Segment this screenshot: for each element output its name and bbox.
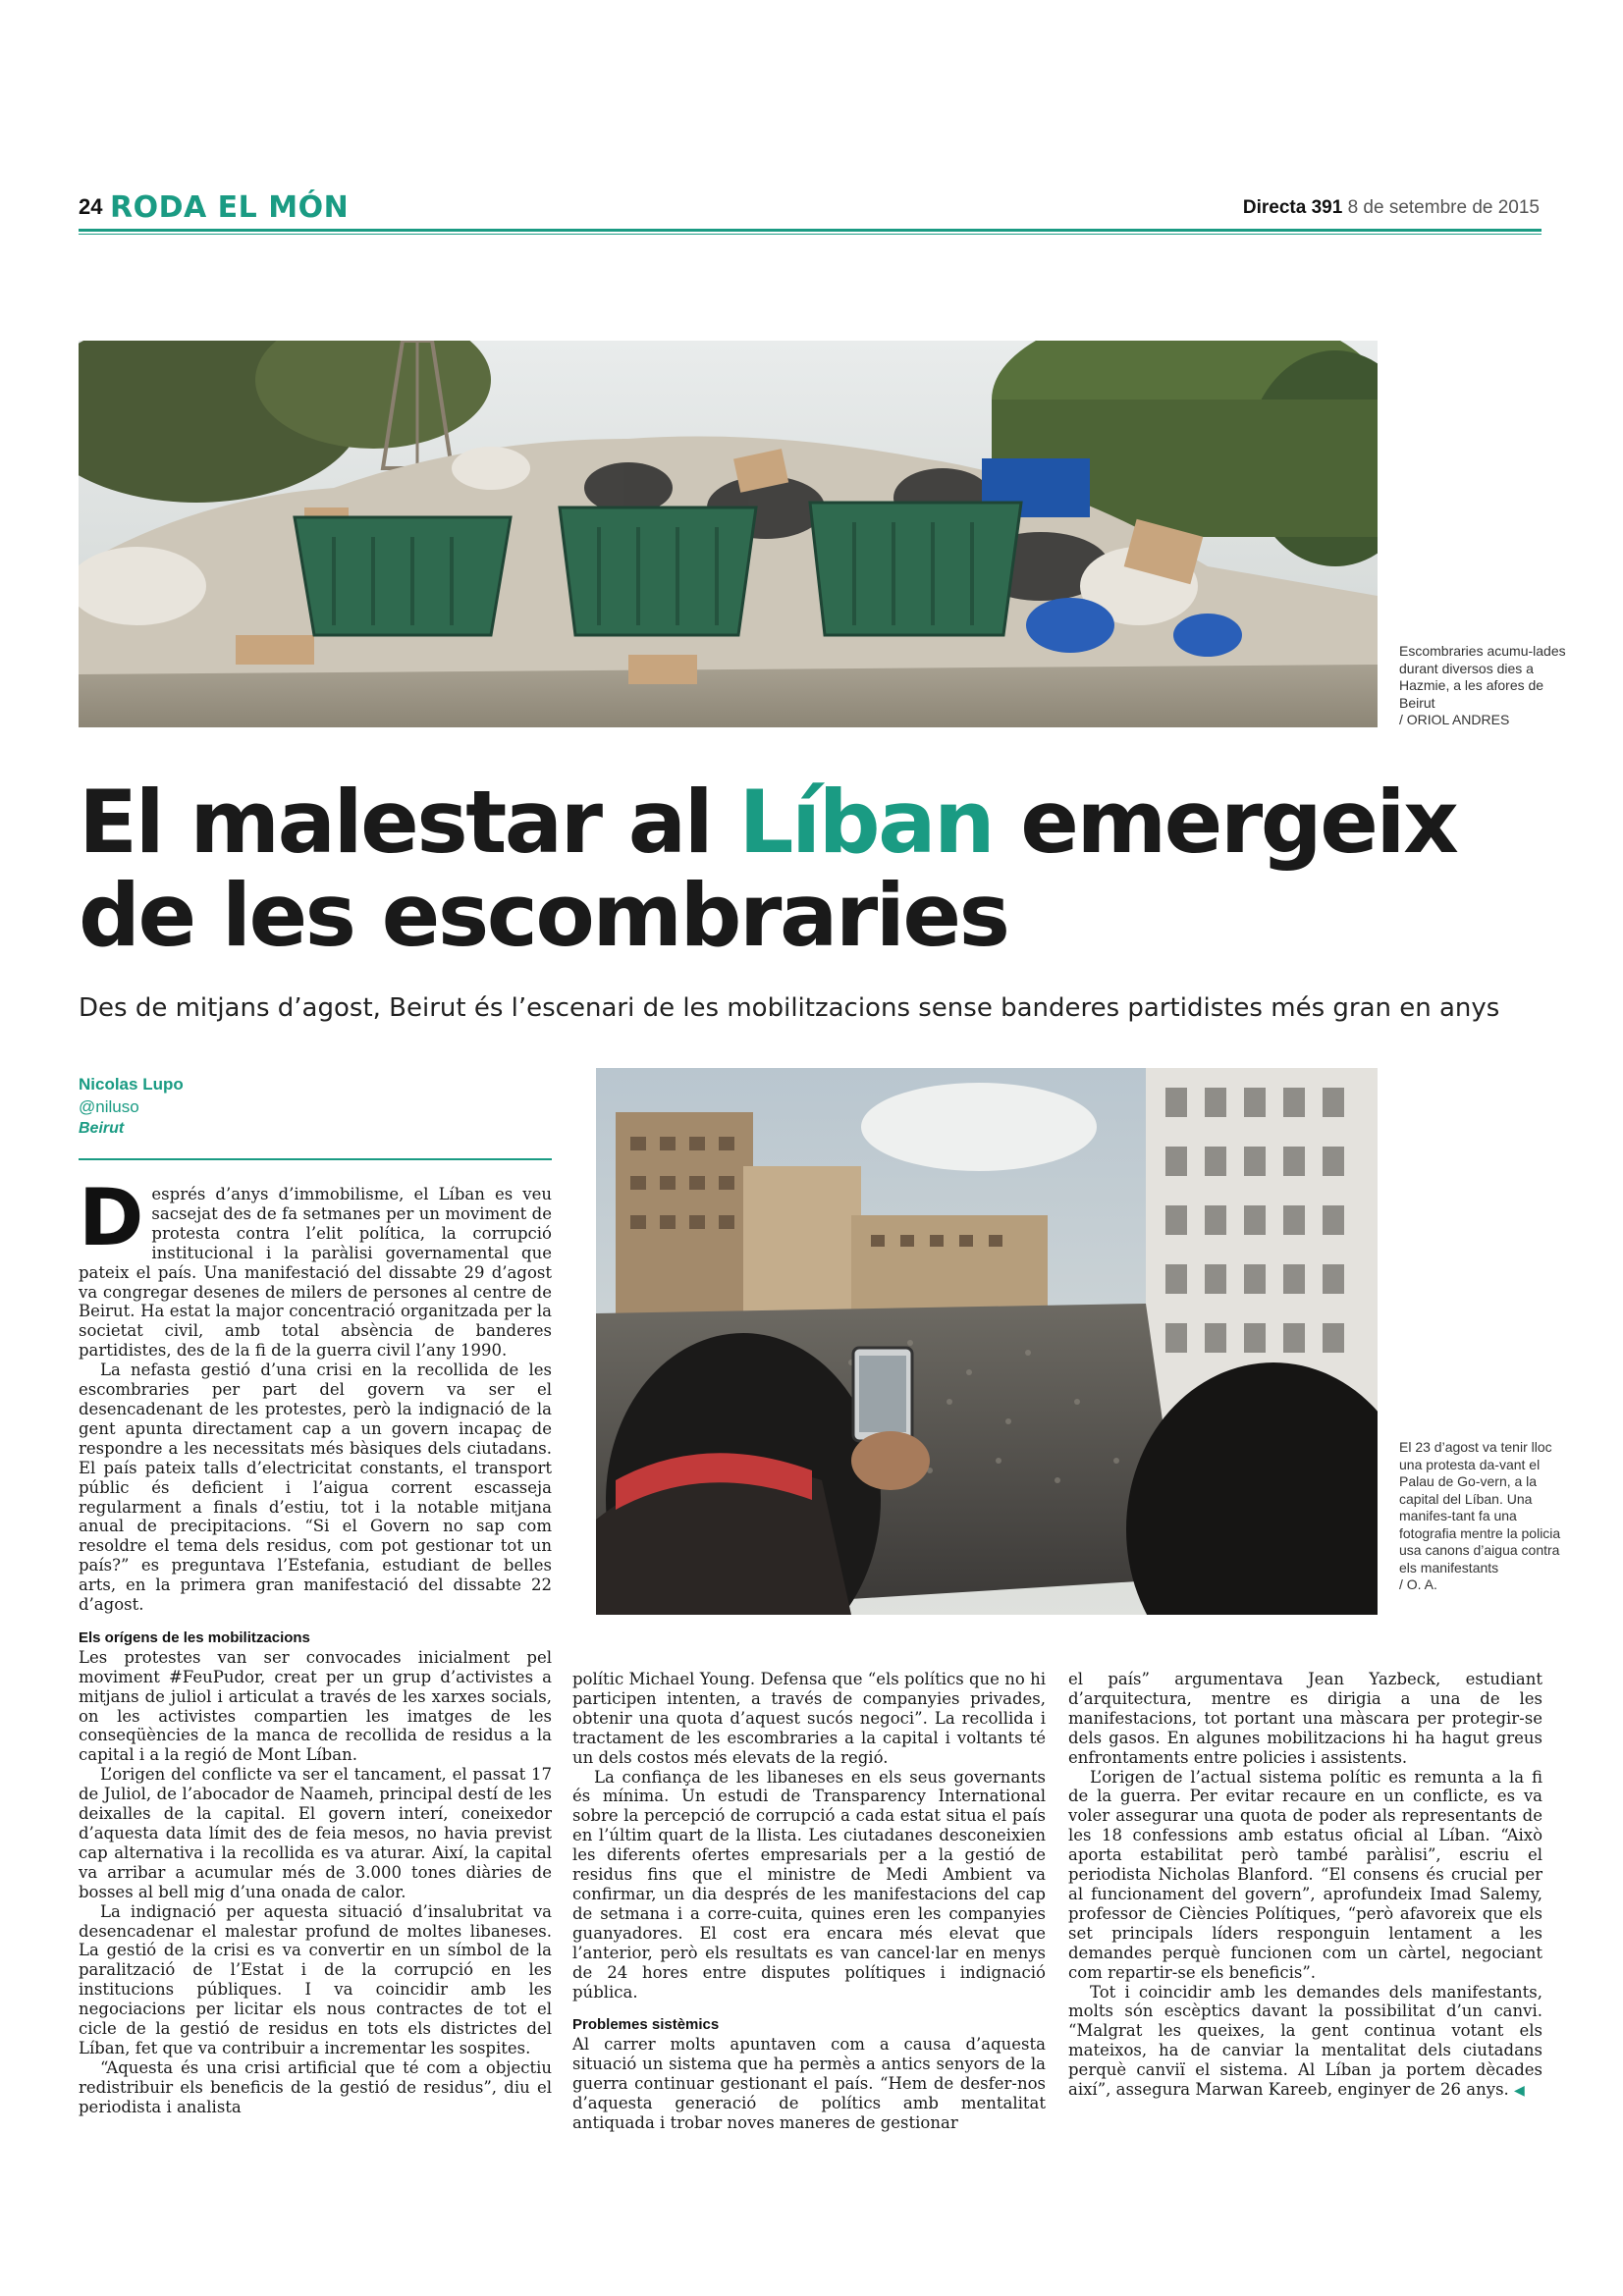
article-paragraph: “Aquesta és una crisi artificial que té com a objectiu redistribuir els beneficis de la gestió de residus”, diu el periodista i analista	[79, 2057, 552, 2116]
issue-date: 8 de setembre de 2015	[1347, 197, 1540, 218]
article-column-1	[79, 1172, 552, 2117]
header-rule	[79, 229, 1542, 232]
photo1-caption	[1399, 643, 1566, 729]
headline-highlight: Líban	[738, 772, 994, 873]
issue-info	[1243, 197, 1540, 219]
article-paragraph	[1068, 1983, 1542, 2102]
section-heading: Problemes sistèmics	[572, 2016, 720, 2034]
article-column-2	[572, 1670, 1046, 2133]
section-heading: Els orígens de les mobilitzacions	[79, 1629, 310, 1646]
dateline-place: Beirut	[79, 1120, 125, 1137]
subheadline: Des de mitjans d’agost, Beirut és l’escenari de les mobilitzacions sense banderes partidistes més gran en anys	[79, 993, 1500, 1023]
page-number: 24	[79, 194, 103, 219]
article-paragraph: L’origen de l’actual sistema polític es remunta a la fi de la guerra. Per evitar recaure en un conflicte, es va voler assegurar una quota de poder als representants de les 18 confessions amb estatus oficial al Líban. “Això aporta estabilitat però també paràlisi”, escriu el periodista Nicholas Blanford. “El consens és crucial per al funcionament del govern”, aprofundeix Imad Salemy, professor de Ciències Polítiques, “però afavoreix que els set principals líders responguin lentament a les demandes perquè funcionen com un càrtel, negociant com repartir-se els beneficis”.	[1068, 1767, 1542, 1982]
photo1-credit: / ORIOL ANDRES	[1399, 712, 1510, 727]
article-paragraph: Les protestes van ser convocades inicialment pel moviment #FeuPudor, creat per un grup d’activistes a mitjans de juliol i articulat a través de les xarxes socials, on les activistes compartien les imatges de les conseqüències de la manca de recollida de residus a la capital i a la regió de Mont Líban.	[79, 1647, 552, 1765]
article-column-3	[1068, 1670, 1542, 2102]
end-mark-icon: ◀	[1514, 2083, 1525, 2100]
article-paragraph: Al carrer molts apuntaven com a causa d’aquesta situació un sistema que ha permès a antics senyors de la guerra continuar gestionant el país. “Hem de desfer-nos d’aquesta generació de polítics amb mentalitat antiquada i trobar noves maneres de gestionar	[572, 2035, 1046, 2132]
author-handle: @niluso	[79, 1097, 139, 1116]
article-paragraph: La nefasta gestió d’una crisi en la recollida de les escombraries per part del govern va ser el desencadenant de les protestes, però la indignació de la gent apunta directament cap a un govern incapaç de respondre a les necessitats més bàsiques dels ciutadans. El país pateix talls d’electricitat constants, el transport públic és deficient i l’aigua corrent escasseja regularment a finals d’estiu, tot i la notable mitjana anual de precipitacions. “Si el Govern no sap com resoldre el tema dels residus, com pot gestionar tot un país?” es preguntava l’Estefania, estudiant de belles arts, en la primera gran manifestació del dissabte 22 d’agost.	[79, 1361, 552, 1615]
protest-photo	[596, 1068, 1378, 1615]
garbage-photo	[79, 341, 1378, 727]
article-paragraph: L’origen del conflicte va ser el tancament, el passat 17 de Juliol, de l’abocador de Naameh, principal destí de les deixalles de la capital. El govern interí, coneixedor d’aquesta data límit des de feia mesos, no havia previst cap alternativa i la recollida es va aturar. Així, la capital va arribar a acumular més de 3.000 tones diàries de bosses al bell mig d’una onada de calor.	[79, 1765, 552, 1901]
photo2-credit: / O. A.	[1399, 1576, 1437, 1592]
article-paragraph	[79, 1172, 552, 1361]
article-paragraph: el país” argumentava Jean Yazbeck, estudiant d’arquitectura, mentre es dirigia a una de les manifestacions, tot portant una màscara per protegir-se dels gasos. En algunes mobilitzacions hi ha hagut greus enfrontaments entre policies i assistents.	[1068, 1670, 1542, 1767]
photo1-caption-text: Escombraries acumu-lades durant diversos dies a Hazmie, a les afores de Beirut	[1399, 643, 1566, 711]
header-rule-thin	[79, 234, 1542, 235]
photo2-caption-text: El 23 d’agost va tenir lloc una protesta da-vant el Palau de Go-vern, a la capital del Líban. Una manifes-tant fa una fotografia mentre la policia usa canons d’aigua contra els manifestants	[1399, 1439, 1561, 1575]
article-paragraph: La confiança de les libaneses en els seus governants és mínima. Un estudi de Transparency International sobre la percepció de corrupció a cada estat situa el país en l’últim quart de la llista. Les ciutadanes desconeixien les diferents ofertes empresarials per a la gestió de residus fins que el ministre de Medi Ambient va confirmar, un dia després de les manifestacions del cap de setmana i a corre-cuita, quines eren les companyies guanyadores. El cost era encara més elevat que l’anterior, però els resultats es van cancel·lar en menys de 24 hores entre disputes polítiques i indignació pública.	[572, 1767, 1046, 2002]
paragraph-text: Tot i coincidir amb les demandes dels manifestants, molts són escèptics davant la possibilitat d’un canvi. “Malgrat les queixes, la gent continua votant els mateixos, ha de canviar la mentalitat dels ciutadans perquè canviï el sistema. Al Líban ja portem dècades així”, assegura Marwan Kareeb, enginyer de 26 anys.	[1068, 1982, 1542, 2100]
author-name: Nicolas Lupo	[79, 1075, 184, 1094]
headline	[79, 772, 1551, 966]
paragraph-text: esprés d’anys d’immobilisme, el Líban es veu sacsejat des de fa setmanes per un moviment de protesta contra l’elit política, la corrupció institucional i la paràlisi governamental que pateix el país. Una manifestació del dissabte 29 d’agost va congregar desenes de milers de persones al centre de Beirut. Ha estat la major concentració organitzada per la societat civil, amb total absència de banderes partidistes, des de la fi de la guerra civil l’any 1990.	[79, 1185, 552, 1361]
article-paragraph: polític Michael Young. Defensa que “els polítics que no hi participen intenten, a través de companyies privades, obtenir una quota d’aquest sucós negoci”. La recollida i tractament de les escombraries a la capital i voltants té un dels costos més elevats de la regió.	[572, 1670, 1046, 1767]
headline-part2: emergeix de les escombraries	[79, 772, 1457, 966]
dropcap: D	[79, 1172, 144, 1263]
publication-name: Directa 391	[1242, 197, 1343, 218]
headline-part1: El malestar al	[79, 772, 739, 873]
byline-rule	[79, 1158, 552, 1160]
section-title: RODA EL MÓN	[110, 190, 350, 225]
article-paragraph: La indignació per aquesta situació d’insalubritat va desencadenar el malestar profund de moltes libaneses. La gestió de la crisi es va convertir en un símbol de la paralització de l’Estat i de la corrupció en les institucions públiques. I va coincidir amb les negociacions per licitar els nous contractes de tot el cicle de la gestió de residus en tots els districtes del Líban, fet que va contribuir a incrementar les sospites.	[79, 1901, 552, 2057]
photo2-caption	[1399, 1439, 1566, 1594]
